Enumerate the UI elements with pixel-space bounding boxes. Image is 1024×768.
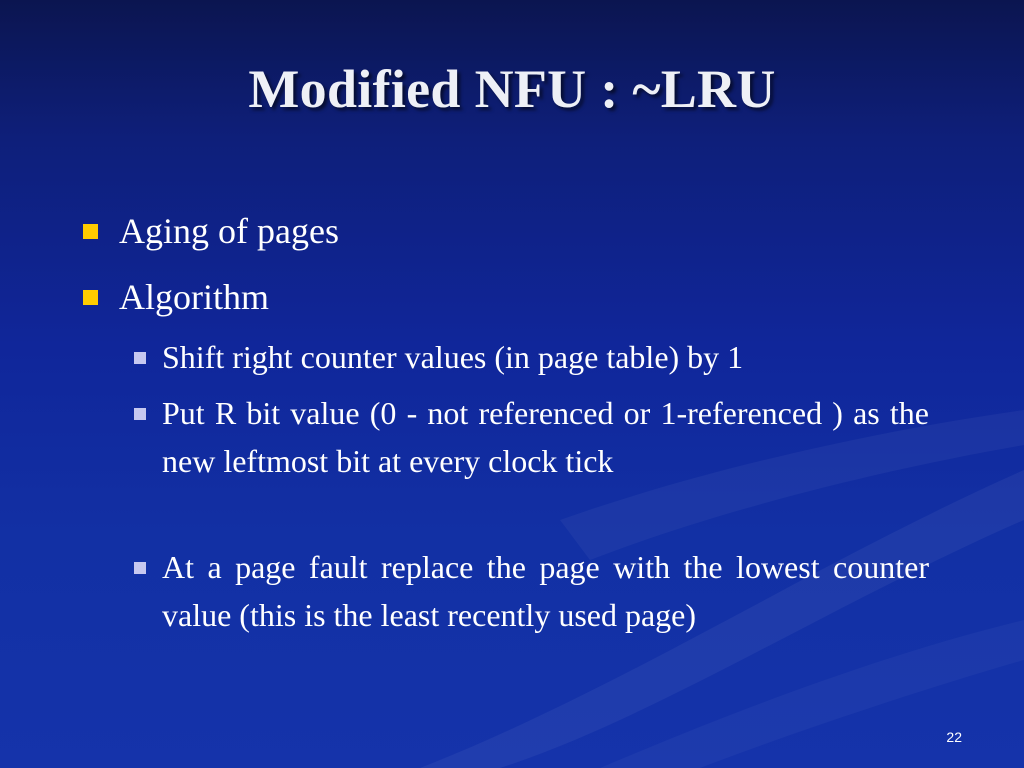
- bullet-text: Algorithm: [119, 277, 269, 317]
- square-bullet-icon: [134, 352, 146, 364]
- slide-number: 22: [946, 729, 962, 745]
- bullet-algorithm: [83, 277, 269, 317]
- bullet-text: Aging of pages: [119, 211, 339, 251]
- bullet-aging-of-pages: [83, 211, 339, 251]
- square-bullet-icon: [134, 408, 146, 420]
- sub-bullet-text: At a page fault replace the page with the lowest counter value (this is the least recently used page): [162, 549, 929, 633]
- slide-title: Modified NFU : ~LRU: [248, 59, 776, 119]
- sub-bullet-shift-right: [134, 333, 929, 381]
- sub-bullet-page-fault: [134, 543, 929, 639]
- square-bullet-icon: [134, 562, 146, 574]
- sub-bullet-text: Put R bit value (0 - not referenced or 1-referenced ) as the new leftmost bit at every clock tick: [162, 395, 929, 479]
- square-bullet-icon: [83, 224, 98, 239]
- sub-bullet-put-r-bit: [134, 389, 929, 485]
- square-bullet-icon: [83, 290, 98, 305]
- sub-bullet-text: Shift right counter values (in page table) by 1: [162, 339, 744, 375]
